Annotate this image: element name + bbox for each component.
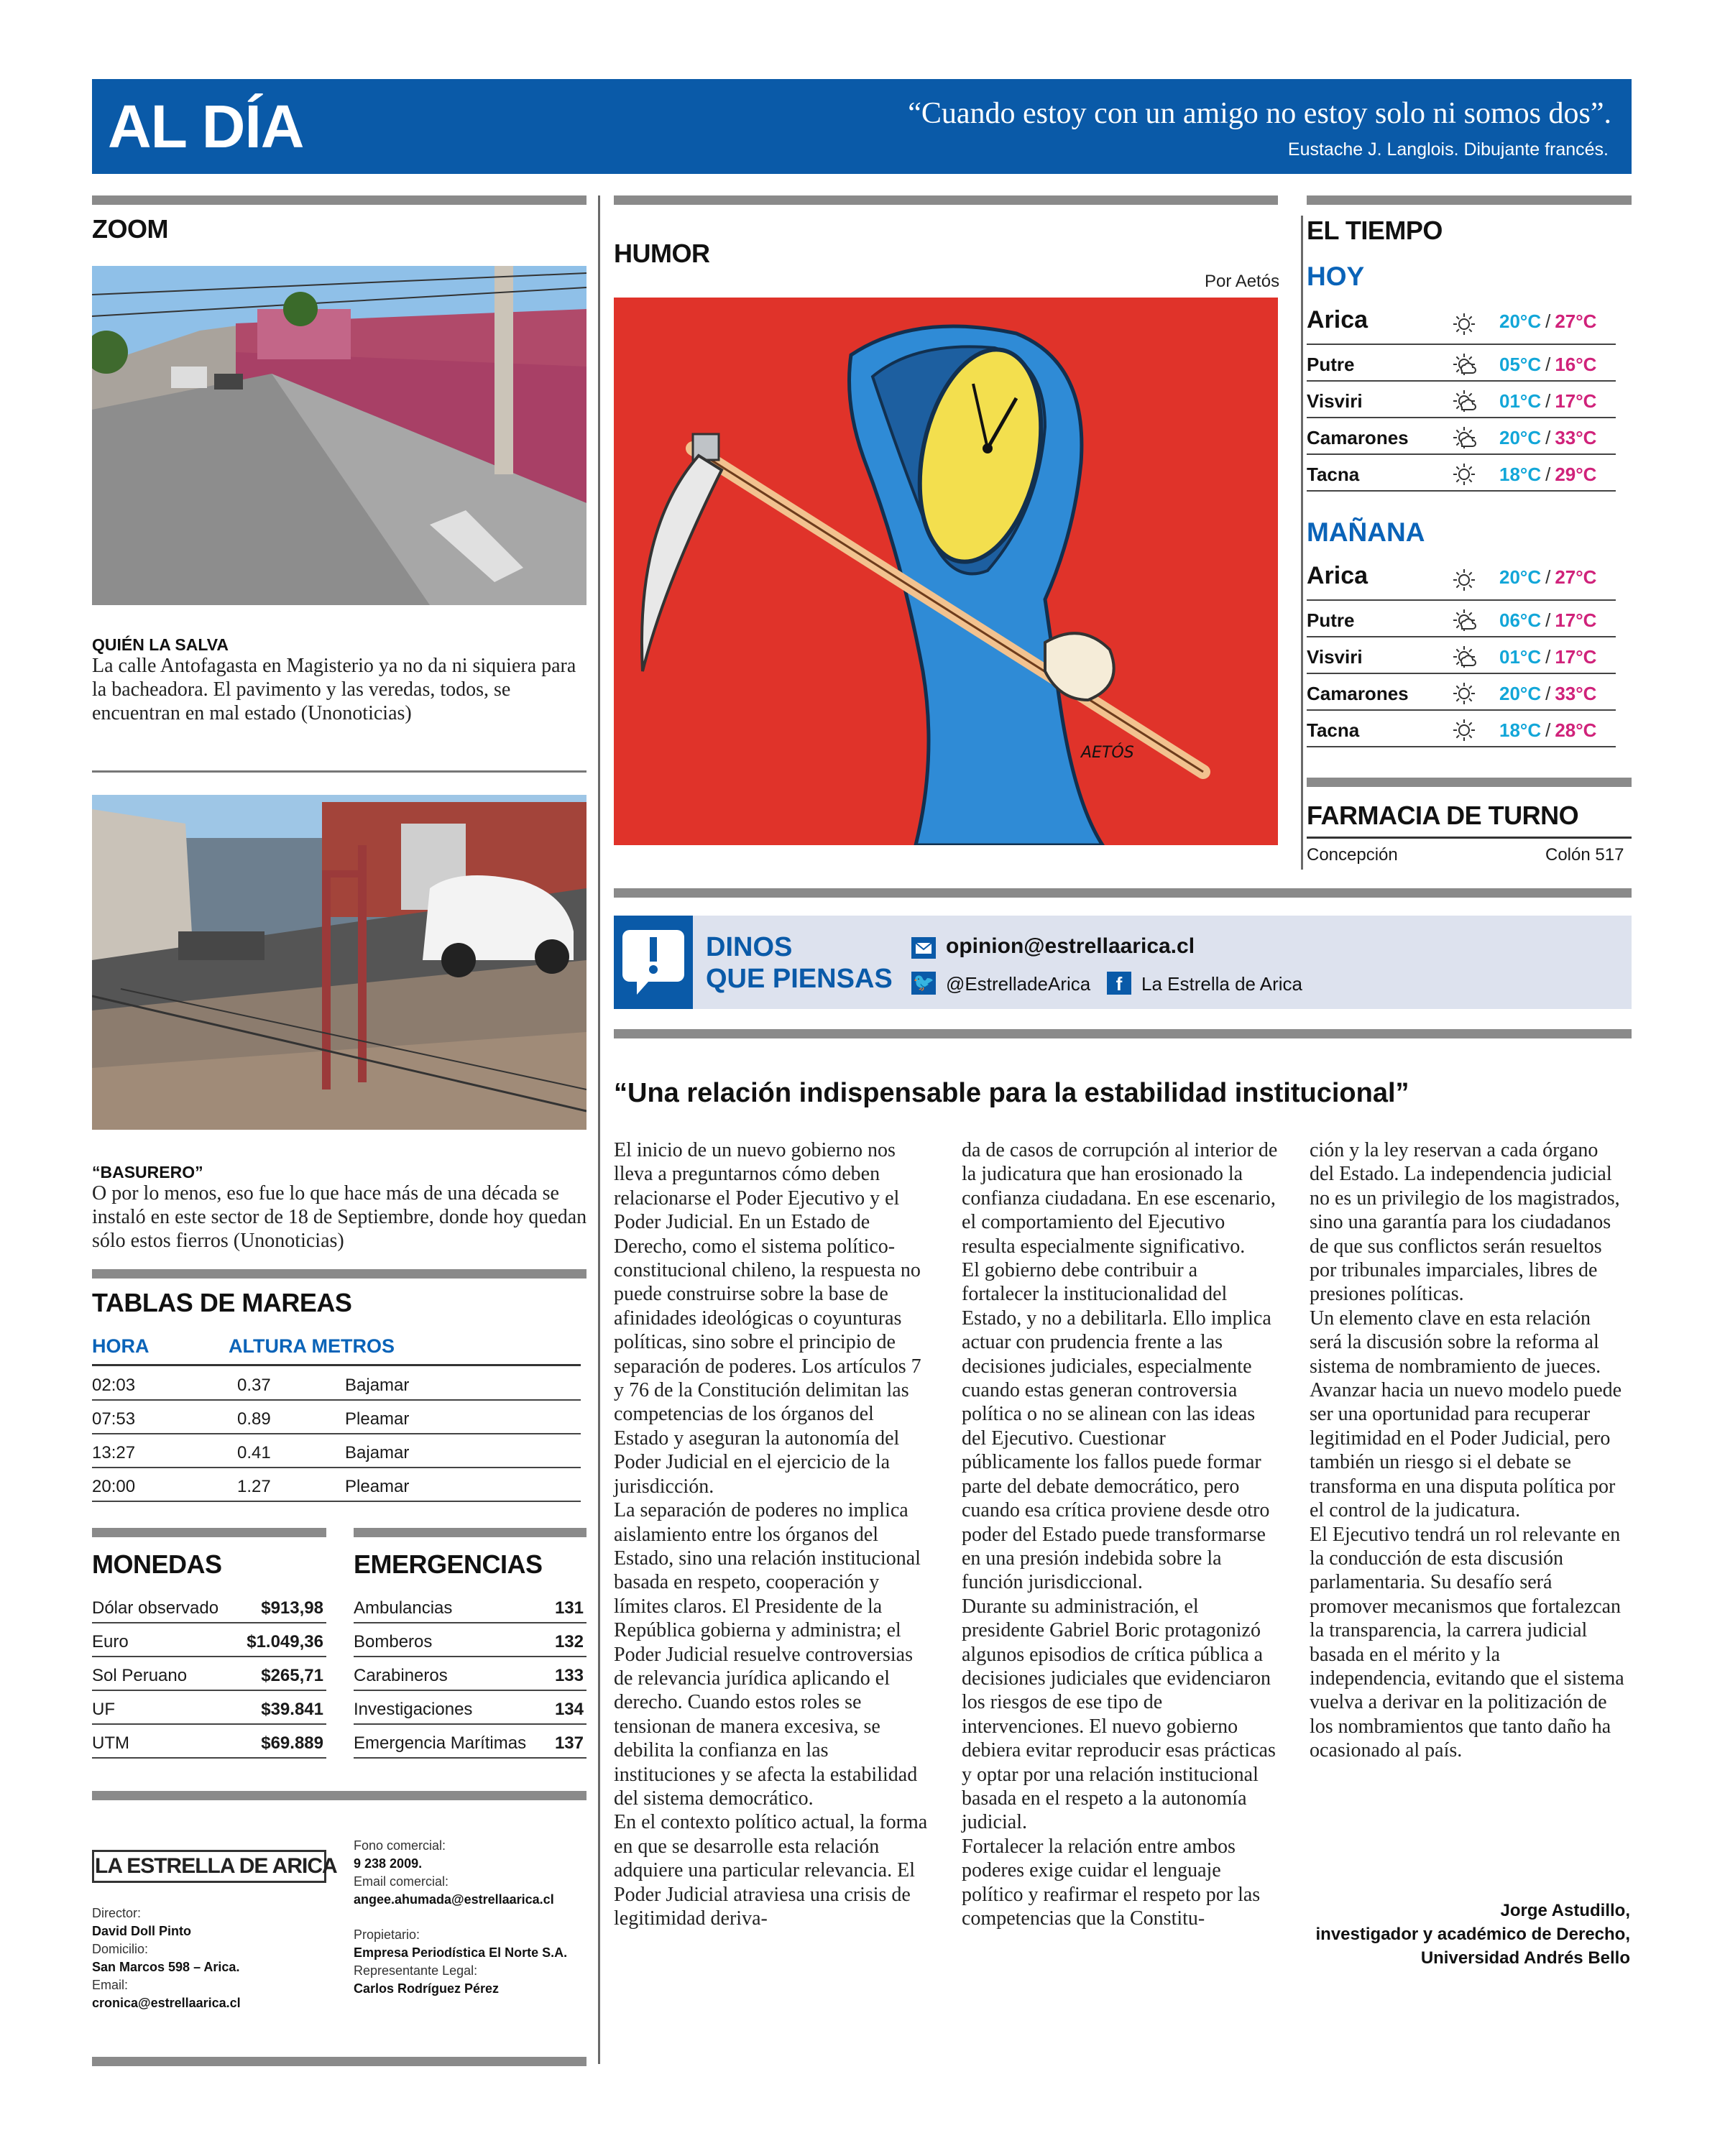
emergency-value: 131: [554, 1598, 584, 1618]
tides-title: TABLAS DE MAREAS: [92, 1288, 352, 1317]
emergency-row: [354, 1590, 586, 1623]
opinion-paragraph: El gobierno debe contribuir a fortalecer la institucionalidad del Estado, y no a debilitarla. Ello implica actuar con prudencia frente a las decisiones judiciales, especialmente cuando estas generan controversia política o no se alinean con las ideas del Ejecutivo. Cuestionar públicamente los fallos puede formar parte del debate democrático, pero cuando esa crítica proviene desde otro poder del Estado puede transformarse en una presión indebida sobre la función jurisdiccional.: [962, 1259, 1271, 1594]
opinion-paragraph: Durante su administración, el presidente Gabriel Boric protagonizó algunos episodios de crítica pública a decisiones judiciales que evidenciaron los riesgos de ese tipo de intervenciones. El nuevo gobierno debiera evitar reproducir esas prácticas y optar por una relación institucional basada en el respeto a la autonomía judicial.: [962, 1595, 1276, 1834]
weather-min: 20°C: [1499, 310, 1542, 332]
sun-icon: [1452, 312, 1476, 340]
rule: [92, 770, 586, 773]
pharmacy-title: FARMACIA DE TURNO: [1307, 801, 1579, 830]
tide-row: [92, 1468, 581, 1502]
temp-separator: /: [1545, 566, 1551, 588]
tide-time: 07:53: [92, 1409, 136, 1429]
email-link[interactable]: cronica@estrellaarica.cl: [92, 1996, 241, 2010]
emergency-row: [354, 1657, 586, 1691]
opinion-paragraph: En el contexto político actual, la forma en que se desarrolle esta relación adquiere una particular relevancia. El Poder Judicial atraviesa una crisis de legitimidad deriva-: [614, 1811, 928, 1930]
temp-separator: /: [1545, 464, 1551, 485]
owner: Empresa Periodística El Norte S.A.: [354, 1945, 568, 1960]
partly-cloudy-icon: [1452, 389, 1476, 417]
opinion-paragraph: Fortalecer la relación entre ambos poderes exige cuidar el lenguaje político y reafirmar el respeto por las competencias que la Constitu-: [962, 1835, 1261, 1930]
emergency-label: Ambulancias: [354, 1598, 453, 1618]
weather-max: 33°C: [1555, 683, 1597, 704]
weather-min: 01°C: [1499, 646, 1542, 668]
temp-separator: /: [1545, 719, 1551, 741]
author-name: Jorge Astudillo,: [1500, 1901, 1630, 1920]
humor-title: HUMOR: [614, 239, 710, 268]
contact-facebook[interactable]: La Estrella de Arica: [1141, 973, 1303, 995]
author-affiliation: Universidad Andrés Bello: [1420, 1948, 1630, 1968]
tide-height: 0.41: [237, 1443, 271, 1462]
contact-title-line2: QUE PIENSAS: [706, 964, 893, 994]
weather-tomorrow-label: MAÑANA: [1307, 517, 1425, 547]
weather-city: Putre: [1307, 354, 1355, 375]
currency-value: $39.841: [261, 1700, 323, 1719]
humor-cartoon: [614, 298, 1278, 845]
zoom-caption-title: “BASURERO”: [92, 1163, 203, 1181]
mail-icon: [911, 937, 936, 959]
currency-row: [92, 1623, 326, 1657]
address-label: Domicilio:: [92, 1942, 149, 1956]
tides-col-height: ALTURA METROS: [229, 1335, 395, 1357]
legal-label: Representante Legal:: [354, 1963, 478, 1978]
emergency-value: 132: [554, 1632, 584, 1651]
tide-type: Pleamar: [345, 1409, 410, 1429]
weather-temps: [1499, 719, 1596, 742]
weather-temps: [1499, 683, 1596, 705]
currency-label: Euro: [92, 1632, 129, 1651]
sun-icon: [1452, 718, 1476, 746]
opinion-signature: [1316, 1899, 1631, 1970]
newspaper-logo: LA ESTRELLA DE ARICA: [92, 1850, 326, 1883]
currency-row: [92, 1691, 326, 1725]
emergency-title: EMERGENCIAS: [354, 1549, 543, 1579]
weather-temps: [1499, 464, 1596, 486]
rule: [92, 1528, 326, 1537]
facebook-icon: f: [1107, 972, 1131, 995]
rule: [354, 1528, 586, 1537]
rule: [614, 888, 1632, 898]
temp-separator: /: [1545, 646, 1551, 668]
weather-max: 16°C: [1555, 354, 1597, 375]
weather-min: 18°C: [1499, 719, 1542, 741]
masthead-left: [92, 1904, 241, 2012]
weather-max: 33°C: [1555, 427, 1597, 448]
emergency-label: Emergencia Marítimas: [354, 1733, 527, 1753]
tide-type: Pleamar: [345, 1477, 410, 1496]
weather-row: [1307, 601, 1616, 637]
weather-city: Arica: [1307, 562, 1368, 589]
currency-value: $913,98: [261, 1598, 323, 1618]
header-quote-author: Eustache J. Langlois. Dibujante francés.: [1287, 139, 1609, 160]
currency-value: $69.889: [261, 1733, 323, 1753]
temp-separator: /: [1545, 427, 1551, 448]
owner-label: Propietario:: [354, 1927, 420, 1942]
tide-row: [92, 1434, 581, 1468]
header-quote: “Cuando estoy con un amigo no estoy solo ni somos dos”.: [908, 97, 1611, 130]
emergency-value: 134: [554, 1700, 584, 1719]
contact-title: [706, 931, 893, 995]
weather-city: Visviri: [1307, 646, 1363, 668]
currency-value: $265,71: [261, 1666, 323, 1685]
weather-row: [1307, 302, 1616, 345]
weather-row: [1307, 418, 1616, 455]
rule: [92, 2057, 586, 2066]
weather-max: 28°C: [1555, 719, 1597, 741]
rule: [1307, 778, 1632, 787]
tide-time: 02:03: [92, 1376, 136, 1395]
weather-city: Tacna: [1307, 719, 1360, 741]
column-divider: [1301, 216, 1303, 870]
emergency-row: [354, 1725, 586, 1759]
weather-city: Arica: [1307, 306, 1368, 333]
author-role: investigador y académico de Derecho,: [1315, 1925, 1630, 1944]
opinion-title: “Una relación indispensable para la estabilidad institucional”: [614, 1078, 1409, 1108]
partly-cloudy-icon: [1452, 645, 1476, 673]
weather-min: 01°C: [1499, 390, 1542, 412]
temp-separator: /: [1545, 683, 1551, 704]
tide-type: Bajamar: [345, 1376, 410, 1395]
weather-row: [1307, 674, 1616, 711]
weather-temps: [1499, 310, 1596, 333]
zoom-caption: La calle Antofagasta en Magisterio ya no da ni siquiera para la bacheadora. El pavimento y las veredas, todos, se encuentran en mal estado (Unonoticias): [92, 655, 576, 724]
section-header: [92, 79, 1632, 174]
weather-temps: [1499, 427, 1596, 449]
pharmacy-address: Colón 517: [1545, 845, 1624, 865]
weather-row: [1307, 711, 1616, 747]
address: San Marcos 598 – Arica.: [92, 1960, 240, 1974]
temp-separator: /: [1545, 609, 1551, 631]
weather-max: 29°C: [1555, 464, 1597, 485]
rule: [1307, 837, 1632, 839]
weather-max: 17°C: [1555, 609, 1597, 631]
weather-temps: [1499, 609, 1596, 632]
sun-icon: [1452, 681, 1476, 709]
masthead-right: [354, 1837, 567, 1998]
currency-label: Dólar observado: [92, 1598, 219, 1618]
zoom-title: ZOOM: [92, 214, 168, 244]
cartoon-signature: AETÓS: [1081, 744, 1134, 762]
column-divider: [598, 195, 600, 2064]
weather-row: [1307, 637, 1616, 674]
phone-label: Fono comercial:: [354, 1838, 446, 1853]
currency-row: [92, 1657, 326, 1691]
currency-label: Sol Peruano: [92, 1666, 188, 1685]
temp-separator: /: [1545, 354, 1551, 375]
sun-icon: [1452, 462, 1476, 490]
opinion-paragraph: ción y la ley reservan a cada órgano del Estado. La independencia judicial no es un privilegio de los magistrados, sino una garantía para los ciudadanos de que sus conflictos serán resueltos por tribunales imparciales, libres de presiones políticas.: [1310, 1139, 1620, 1306]
sun-icon: [1452, 568, 1476, 596]
emergency-value: 133: [554, 1666, 584, 1685]
emergency-label: Bomberos: [354, 1632, 433, 1651]
weather-today-label: HOY: [1307, 262, 1365, 291]
legal-representative: Carlos Rodríguez Pérez: [354, 1981, 500, 1996]
currency-title: MONEDAS: [92, 1549, 222, 1579]
opinion-paragraph: El Ejecutivo tendrá un rol relevante en la conducción de esta discusión parlamentaria. Su desafío será promover mecanismos que fortalezcan la transparencia, la carrera judicial basada en el mérito y la independencia, evitando que el sistema vuelva a derivar en la politización de los nombramientos que tanto daño ha ocasionado al país.: [1310, 1523, 1624, 1762]
weather-title: EL TIEMPO: [1307, 216, 1443, 245]
emergency-label: Carabineros: [354, 1666, 448, 1685]
weather-row: [1307, 382, 1616, 418]
tide-height: 1.27: [237, 1477, 271, 1496]
currency-row: [92, 1590, 326, 1623]
contact-twitter[interactable]: @EstrelladeArica: [946, 973, 1091, 995]
director-label: Director:: [92, 1906, 142, 1920]
zoom-caption: O por lo menos, eso fue lo que hace más de una década se instaló en este sector de 18 de Septiembre, donde hoy quedan sólo estos fierros (Unonoticias): [92, 1182, 587, 1252]
currency-value: $1.049,36: [247, 1632, 323, 1651]
weather-min: 18°C: [1499, 464, 1542, 485]
weather-row: [1307, 455, 1616, 492]
humor-credit: Por Aetós: [1205, 272, 1280, 291]
currency-label: UTM: [92, 1733, 129, 1753]
pharmacy-name: Concepción: [1307, 845, 1398, 865]
emergency-row: [354, 1623, 586, 1657]
email-label: Email:: [92, 1978, 129, 1992]
currency-label: UF: [92, 1700, 115, 1719]
speech-bubble-icon: [614, 916, 693, 1009]
tide-height: 0.37: [237, 1376, 271, 1395]
currency-row: [92, 1725, 326, 1759]
weather-city: Tacna: [1307, 464, 1360, 485]
weather-row: [1307, 345, 1616, 382]
opinion-paragraph: El inicio de un nuevo gobierno nos lleva a preguntarnos cómo deben relacionarse el Poder Ejecutivo y el Poder Judicial. En un Estado de Derecho, como el sistema político-constitucional chileno, la respuesta no puede construirse sobre la base de afinidades ideológicas o coyunturas políticas, sino sobre el principio de separación de poderes. Los artículos 7 y 76 de la Constitución delimitan las competencias de los órganos del Estado y aseguran la autonomía del Poder Judicial en el ejercicio de la jurisdicción.: [614, 1139, 921, 1498]
contact-email[interactable]: opinion@estrellaarica.cl: [946, 934, 1195, 958]
zoom-caption-title: QUIÉN LA SALVA: [92, 635, 229, 654]
opinion-paragraph: da de casos de corrupción al interior de la judicatura que han erosionado la confianza ciudadana. En ese escenario, el comportamiento del Ejecutivo resulta especialmente significativo.: [962, 1139, 1278, 1258]
weather-city: Putre: [1307, 609, 1355, 631]
contact-title-line1: DINOS: [706, 932, 793, 962]
contact-box: [614, 916, 1632, 1009]
rule: [614, 195, 1278, 205]
zoom-photo-basurero: [92, 795, 586, 1130]
tide-time: 20:00: [92, 1477, 136, 1496]
rule: [92, 1269, 586, 1279]
rule: [1307, 195, 1632, 205]
weather-max: 17°C: [1555, 646, 1597, 668]
director-name: David Doll Pinto: [92, 1924, 192, 1938]
phone: 9 238 2009.: [354, 1856, 423, 1871]
opinion-column-1: [614, 1138, 930, 1930]
zoom-photo-street: [92, 266, 586, 605]
weather-max: 17°C: [1555, 390, 1597, 412]
rule: [614, 1029, 1632, 1038]
emergency-label: Investigaciones: [354, 1700, 473, 1719]
tide-row: [92, 1367, 581, 1401]
rule: [92, 1364, 581, 1366]
weather-city: Camarones: [1307, 427, 1409, 448]
weather-city: Camarones: [1307, 683, 1409, 704]
weather-temps: [1499, 354, 1596, 376]
weather-temps: [1499, 646, 1596, 668]
contact-badge: [614, 916, 693, 1009]
weather-min: 20°C: [1499, 427, 1542, 448]
weather-min: 06°C: [1499, 609, 1542, 631]
twitter-icon: 🐦: [911, 972, 936, 995]
opinion-paragraph: La separación de poderes no implica aislamiento entre los órganos del Estado, sino una relación institucional basada en respeto, cooperación y límites claros. El Presidente de la República gobierna y administra; el Poder Judicial resuelve controversias de relevancia jurídica aplicando el derecho. Cuando estos roles se tensionan de manera excesiva, se debilita la confianza en las instituciones y se afecta la estabilidad del sistema democrático.: [614, 1499, 921, 1810]
partly-cloudy-icon: [1452, 352, 1476, 380]
opinion-column-3: [1310, 1138, 1626, 1763]
commercial-email-link[interactable]: angee.ahumada@estrellaarica.cl: [354, 1892, 554, 1907]
weather-temps: [1499, 566, 1596, 589]
weather-min: 05°C: [1499, 354, 1542, 375]
weather-max: 27°C: [1555, 310, 1597, 332]
emergency-row: [354, 1691, 586, 1725]
opinion-column-2: [962, 1138, 1278, 1930]
tide-type: Bajamar: [345, 1443, 410, 1462]
temp-separator: /: [1545, 390, 1551, 412]
tide-height: 0.89: [237, 1409, 271, 1429]
partly-cloudy-icon: [1452, 425, 1476, 453]
commercial-email-label: Email comercial:: [354, 1874, 449, 1889]
weather-row: [1307, 558, 1616, 601]
opinion-paragraph: Un elemento clave en esta relación será la discusión sobre la reforma al sistema de nombramiento de jueces. Avanzar hacia un nuevo modelo puede ser una oportunidad para recuperar legitimidad en el Poder Judicial, pero también un riesgo si el debate se transforma en una disputa política por el control de la judicatura.: [1310, 1307, 1622, 1522]
weather-max: 27°C: [1555, 566, 1597, 588]
weather-min: 20°C: [1499, 683, 1542, 704]
weather-temps: [1499, 390, 1596, 413]
emergency-value: 137: [554, 1733, 584, 1753]
weather-min: 20°C: [1499, 566, 1542, 588]
tides-col-hour: HORA: [92, 1335, 150, 1357]
partly-cloudy-icon: [1452, 608, 1476, 636]
tide-row: [92, 1401, 581, 1434]
temp-separator: /: [1545, 310, 1551, 332]
rule: [92, 1791, 586, 1800]
section-title: AL DÍA: [108, 93, 304, 160]
rule: [92, 195, 586, 205]
tide-time: 13:27: [92, 1443, 136, 1462]
weather-city: Visviri: [1307, 390, 1363, 412]
